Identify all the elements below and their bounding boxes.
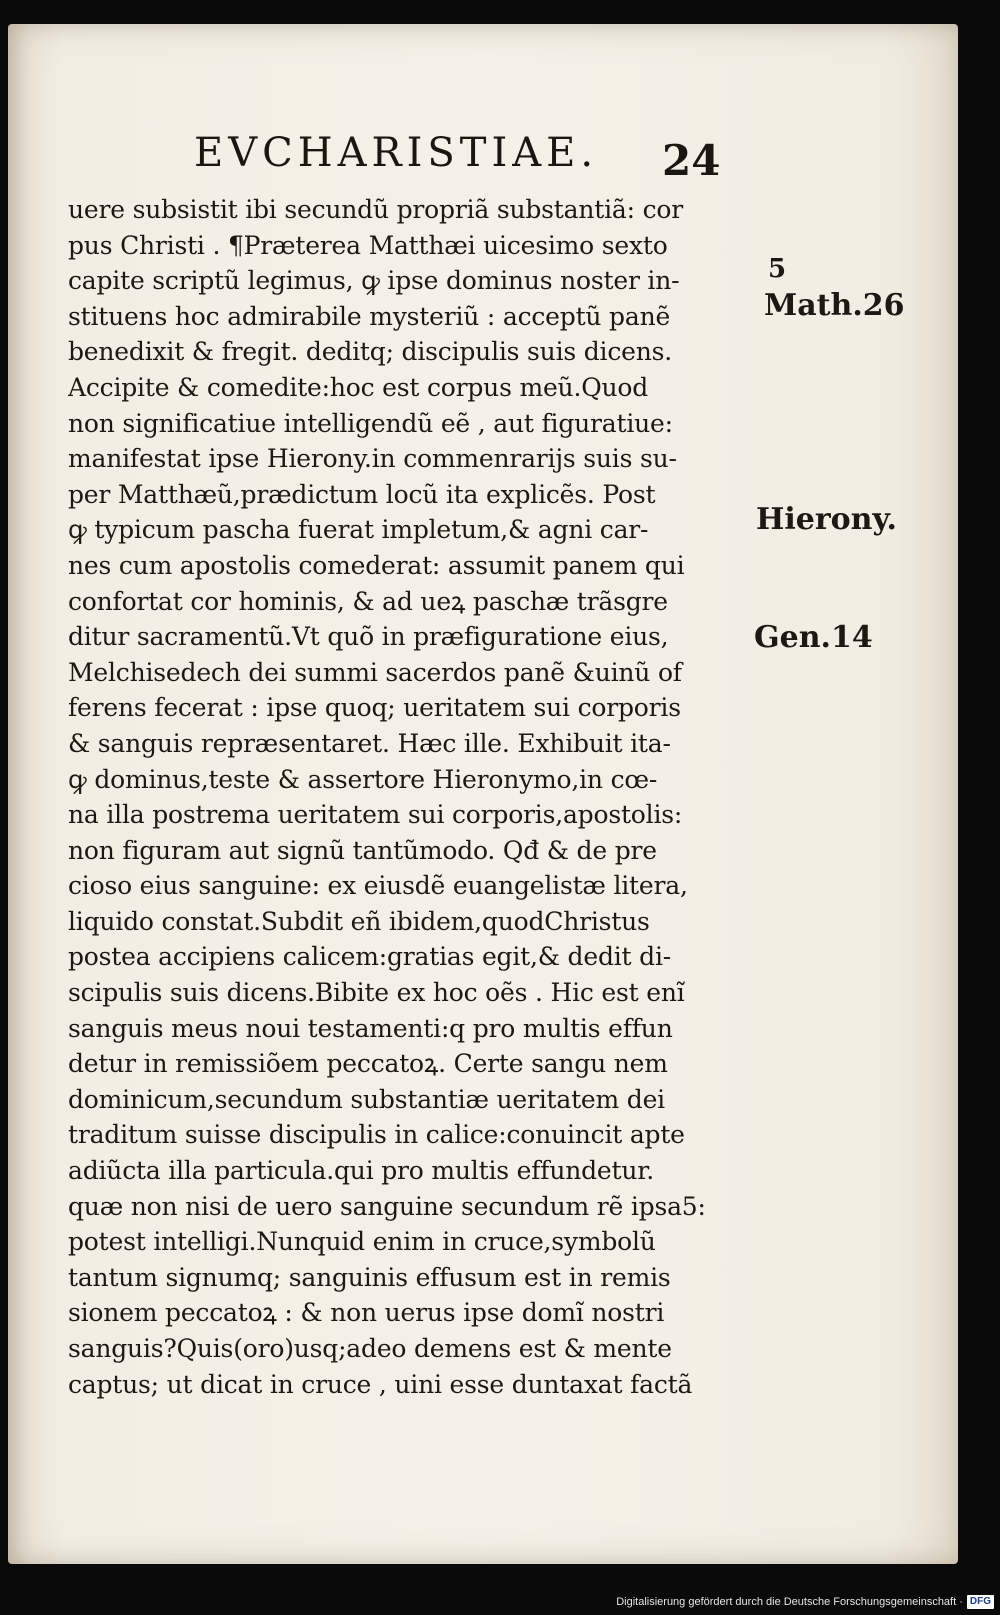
- text-line: non significatiue intelligendũ eẽ , aut figuratiue:: [68, 408, 673, 438]
- dfg-logo-icon: DFG: [967, 1595, 994, 1609]
- marginal-reference-gen: Gen.14: [754, 620, 873, 655]
- text-line: sionem peccatoꝝ : & non uerus ipse domĩ nostri: [68, 1298, 665, 1328]
- running-head: EVCHARISTIAE.: [194, 130, 599, 176]
- text-line: ꝙ typicum pascha fuerat impletum,& agni car-: [68, 515, 649, 545]
- text-line: capite scriptũ legimus, ꝙ ipse dominus noster in-: [68, 266, 680, 296]
- text-line: liquido constat.Subdit eñ ibidem,quodChristus: [68, 906, 650, 936]
- text-line: scipulis suis dicens.Bibite ex hoc oẽs . Hic est enĩ: [68, 978, 685, 1008]
- credit-text: Digitalisierung gefördert durch die Deutsche Forschungsgemeinschaft ·: [616, 1596, 963, 1608]
- marginal-reference-hierony: Hierony.: [756, 502, 897, 537]
- text-line: pus Christi . ¶Præterea Matthæi uicesimo sexto: [68, 230, 668, 260]
- text-line: postea accipiens calicem:gratias egit,& dedit di-: [68, 942, 671, 972]
- text-line: adiũcta illa particula.qui pro multis effundetur.: [68, 1156, 655, 1186]
- text-line: nes cum apostolis comederat: assumit panem qui: [68, 550, 685, 580]
- text-line: & sanguis repræsentaret. Hæc ille. Exhibuit ita-: [68, 728, 671, 758]
- text-line: uere subsistit ibi secundũ propriã substantiã: cor: [68, 195, 683, 224]
- text-line: sanguis meus noui testamenti:q pro multis effun: [68, 1013, 673, 1043]
- text-line: stituens hoc admirabile mysteriũ : acceptũ panẽ: [68, 301, 671, 331]
- text-line: ꝙ dominus,teste & assertore Hieronymo,in cœ-: [68, 764, 658, 794]
- text-line: manifestat ipse Hierony.in commenrarijs suis su-: [68, 444, 677, 474]
- text-line: confortat cor hominis, & ad ueꝝ paschæ trãsgre: [68, 586, 668, 616]
- text-line: traditum suisse discipulis in calice:conuincit apte: [68, 1120, 685, 1150]
- text-line: non figuram aut signũ tantũmodo. Qđ & de pre: [68, 835, 657, 865]
- page-number: 24: [662, 136, 721, 185]
- text-line: Melchisedech dei summi sacerdos panẽ &uinũ of: [68, 657, 682, 687]
- text-line: quæ non nisi de uero sanguine secundum rẽ ipsa5:: [68, 1191, 706, 1221]
- text-line: dominicum,secundum substantiæ ueritatem dei: [68, 1084, 665, 1114]
- book-page: [8, 24, 958, 1564]
- text-line: per Matthæũ,prædictum locũ ita explicẽs. Post: [68, 479, 656, 509]
- text-line: na illa postrema ueritatem sui corporis,apostolis:: [68, 800, 683, 830]
- text-line: ditur sacramentũ.Vt quõ in præfiguratione eius,: [68, 622, 669, 652]
- digitization-credit: [616, 1593, 994, 1611]
- text-line: ferens fecerat : ipse quoq; ueritatem sui corporis: [68, 693, 681, 723]
- text-line: Accipite & comedite:hoc est corpus meũ.Quod: [68, 372, 649, 402]
- text-line: potest intelligi.Nunquid enim in cruce,symbolũ: [68, 1227, 656, 1257]
- marginal-numeral: 5: [768, 254, 787, 284]
- text-line: cioso eius sanguine: ex eiusdẽ euangelistæ litera,: [68, 871, 688, 901]
- text-line: sanguis?Quis(oro)usq;adeo demens est & mente: [68, 1334, 672, 1363]
- body-text: [68, 192, 758, 1402]
- marginal-reference-math: Math.26: [764, 288, 905, 323]
- text-line: captus; ut dicat in cruce , uini esse duntaxat factã: [68, 1369, 693, 1399]
- text-line: tantum signumq; sanguinis effusum est in remis: [68, 1262, 671, 1292]
- text-line: detur in remissiõem peccatoꝝ. Certe sangu nem: [68, 1049, 668, 1079]
- text-line: benedixit & fregit. deditq; discipulis suis dicens.: [68, 337, 673, 367]
